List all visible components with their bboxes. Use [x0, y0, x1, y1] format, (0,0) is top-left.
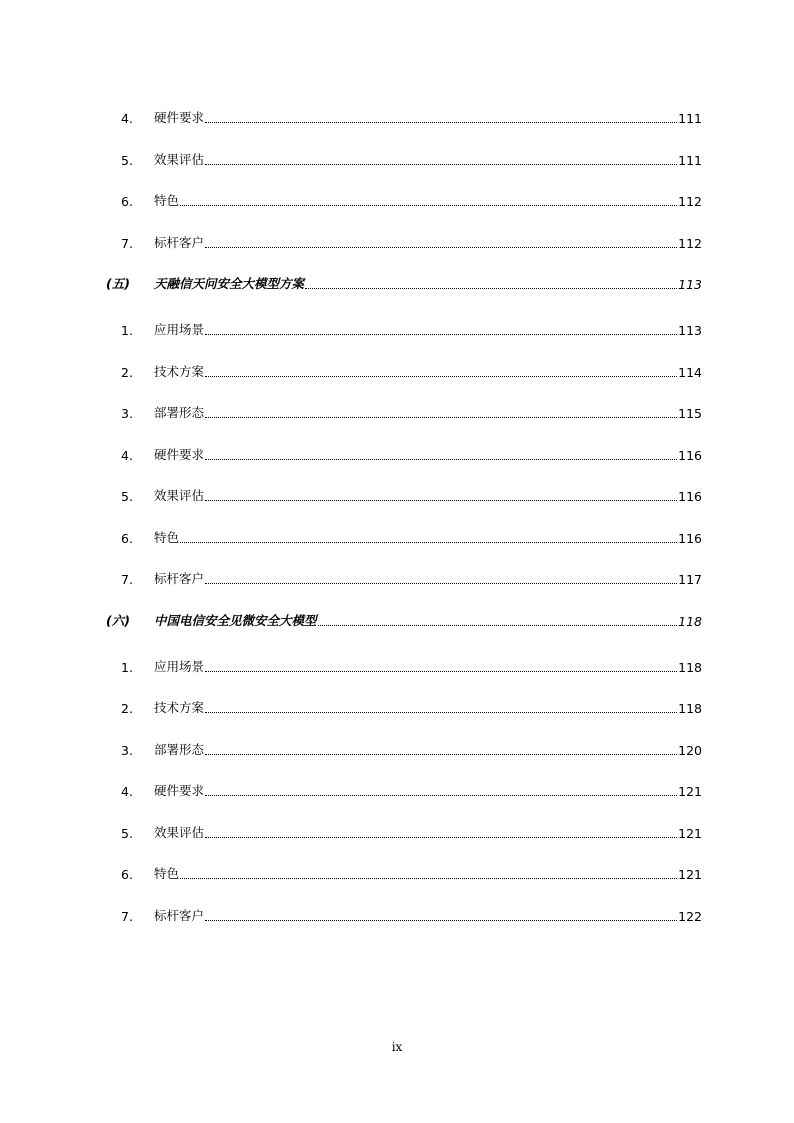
- dot-leader: [180, 877, 677, 879]
- toc-entry-number: 7.: [121, 235, 133, 251]
- toc-entry-number: 6.: [121, 194, 133, 209]
- toc-page-number: 121: [678, 867, 702, 882]
- table-of-contents: [0, 106, 794, 945]
- dot-leader: [205, 121, 677, 123]
- toc-entry-line: [154, 445, 702, 463]
- toc-entry-number: 6.: [121, 530, 133, 546]
- toc-entry-title: 硬件要求: [154, 446, 205, 462]
- toc-entry-title: 效果评估: [154, 824, 205, 840]
- toc-entry[interactable]: [0, 106, 794, 129]
- toc-page-number: 112: [678, 235, 702, 251]
- toc-page-number: 111: [678, 111, 702, 126]
- toc-entry-number: 1.: [121, 323, 133, 338]
- toc-page-number: 118: [678, 613, 702, 629]
- toc-entry[interactable]: [0, 148, 794, 171]
- toc-entry-line: [154, 569, 702, 587]
- toc-page-number: 118: [678, 659, 702, 675]
- toc-entry[interactable]: [0, 696, 794, 719]
- toc-entry-line: [154, 233, 702, 251]
- toc-entry-title: 技术方案: [154, 363, 205, 379]
- toc-entry-number: 5.: [121, 825, 133, 841]
- toc-entry-title: 天融信天问安全大模型方案: [154, 276, 305, 291]
- toc-entry[interactable]: [0, 443, 794, 466]
- dot-leader: [180, 541, 677, 543]
- toc-page-number: 117: [678, 572, 702, 587]
- dot-leader: [205, 670, 677, 672]
- toc-page-number: 113: [678, 277, 702, 292]
- toc-entry[interactable]: [0, 189, 794, 212]
- dot-leader: [205, 163, 677, 165]
- dot-leader: [205, 416, 677, 418]
- toc-entry-line: [154, 698, 702, 716]
- toc-entry-number: 6.: [121, 867, 133, 882]
- toc-entry[interactable]: [0, 318, 794, 341]
- toc-entry-line: [154, 823, 702, 841]
- toc-entry[interactable]: [0, 655, 794, 678]
- toc-page-number: 116: [678, 447, 702, 463]
- toc-page-number: 122: [678, 908, 702, 924]
- toc-entry-title: 特色: [154, 529, 180, 545]
- toc-entry-line: [154, 274, 702, 292]
- toc-entry-number: 4.: [121, 111, 133, 126]
- dot-leader: [318, 624, 678, 626]
- toc-entry[interactable]: [0, 862, 794, 885]
- toc-entry-title: 效果评估: [154, 488, 205, 503]
- toc-entry-line: [154, 108, 702, 126]
- toc-page-number: 116: [678, 489, 702, 504]
- toc-entry-line: [154, 864, 702, 882]
- toc-entry[interactable]: [0, 779, 794, 802]
- toc-entry-line: [154, 906, 702, 924]
- toc-page-number: 111: [678, 152, 702, 168]
- toc-entry-number: 2.: [121, 364, 133, 380]
- toc-page-number: 115: [678, 406, 702, 421]
- toc-page-number: 112: [678, 194, 702, 209]
- toc-entry-number: 7.: [121, 908, 133, 924]
- toc-entry[interactable]: [0, 484, 794, 507]
- dot-leader: [180, 204, 677, 206]
- toc-entry-line: [154, 657, 702, 675]
- toc-entry[interactable]: [0, 904, 794, 927]
- toc-page-number: 113: [678, 323, 702, 338]
- toc-entry-line: [154, 611, 702, 629]
- dot-leader: [205, 794, 677, 796]
- toc-entry-title: 标杆客户: [154, 907, 205, 923]
- page-number-footer: ix: [391, 1040, 403, 1054]
- dot-leader: [205, 333, 677, 335]
- toc-entry[interactable]: [0, 401, 794, 424]
- toc-entry-title: 硬件要求: [154, 783, 205, 798]
- toc-entry-title: 中国电信安全见微安全大模型: [154, 612, 317, 628]
- toc-entry-title: 效果评估: [154, 151, 205, 167]
- toc-entry[interactable]: [0, 231, 794, 254]
- toc-entry-line: [154, 320, 702, 338]
- toc-entry-line: [154, 781, 702, 799]
- dot-leader: [205, 753, 677, 755]
- toc-entry-line: [154, 150, 702, 168]
- toc-entry-number: 4.: [121, 784, 133, 799]
- toc-entry-title: 标杆客户: [154, 234, 205, 250]
- toc-entry-title: 技术方案: [154, 700, 205, 715]
- toc-entry-number: 4.: [121, 447, 133, 463]
- toc-entry[interactable]: [0, 738, 794, 761]
- dot-leader: [205, 919, 677, 921]
- dot-leader: [205, 582, 677, 584]
- toc-entry-title: 特色: [154, 193, 180, 208]
- toc-page-number: 118: [678, 701, 702, 716]
- dot-leader: [205, 499, 677, 501]
- toc-page-number: 121: [678, 784, 702, 799]
- toc-entry-number: 3.: [121, 742, 133, 758]
- toc-entry-line: [154, 362, 702, 380]
- toc-entry-line: [154, 191, 702, 209]
- toc-entry-line: [154, 740, 702, 758]
- toc-entry-line: [154, 528, 702, 546]
- toc-section-number: (五): [106, 276, 130, 291]
- dot-leader: [205, 246, 677, 248]
- toc-page-number: 120: [678, 742, 702, 758]
- dot-leader: [205, 711, 677, 713]
- toc-entry-title: 特色: [154, 866, 180, 881]
- toc-entry-title: 硬件要求: [154, 110, 205, 125]
- toc-entry-line: [154, 486, 702, 504]
- toc-entry[interactable]: [0, 567, 794, 590]
- toc-entry-number: 7.: [121, 572, 133, 587]
- dot-leader: [205, 458, 677, 460]
- toc-section-number: (六): [106, 612, 130, 628]
- dot-leader: [305, 287, 677, 289]
- toc-entry[interactable]: [0, 526, 794, 549]
- toc-entry-title: 应用场景: [154, 322, 205, 337]
- toc-entry-title: 标杆客户: [154, 571, 205, 586]
- toc-entry-number: 2.: [121, 701, 133, 716]
- toc-entry-title: 应用场景: [154, 658, 205, 674]
- toc-section-entry[interactable]: [0, 272, 794, 295]
- toc-page-number: 116: [678, 530, 702, 546]
- toc-entry-number: 5.: [121, 152, 133, 168]
- toc-entry-line: [154, 403, 702, 421]
- dot-leader: [205, 375, 677, 377]
- toc-page-number: 114: [678, 364, 702, 380]
- toc-entry-number: 5.: [121, 489, 133, 504]
- toc-section-entry[interactable]: [0, 609, 794, 632]
- toc-entry[interactable]: [0, 360, 794, 383]
- toc-entry[interactable]: [0, 821, 794, 844]
- toc-entry-number: 1.: [121, 659, 133, 675]
- toc-entry-number: 3.: [121, 406, 133, 421]
- toc-entry-title: 部署形态: [154, 741, 205, 757]
- toc-page-number: 121: [678, 825, 702, 841]
- dot-leader: [205, 836, 677, 838]
- toc-entry-title: 部署形态: [154, 405, 205, 420]
